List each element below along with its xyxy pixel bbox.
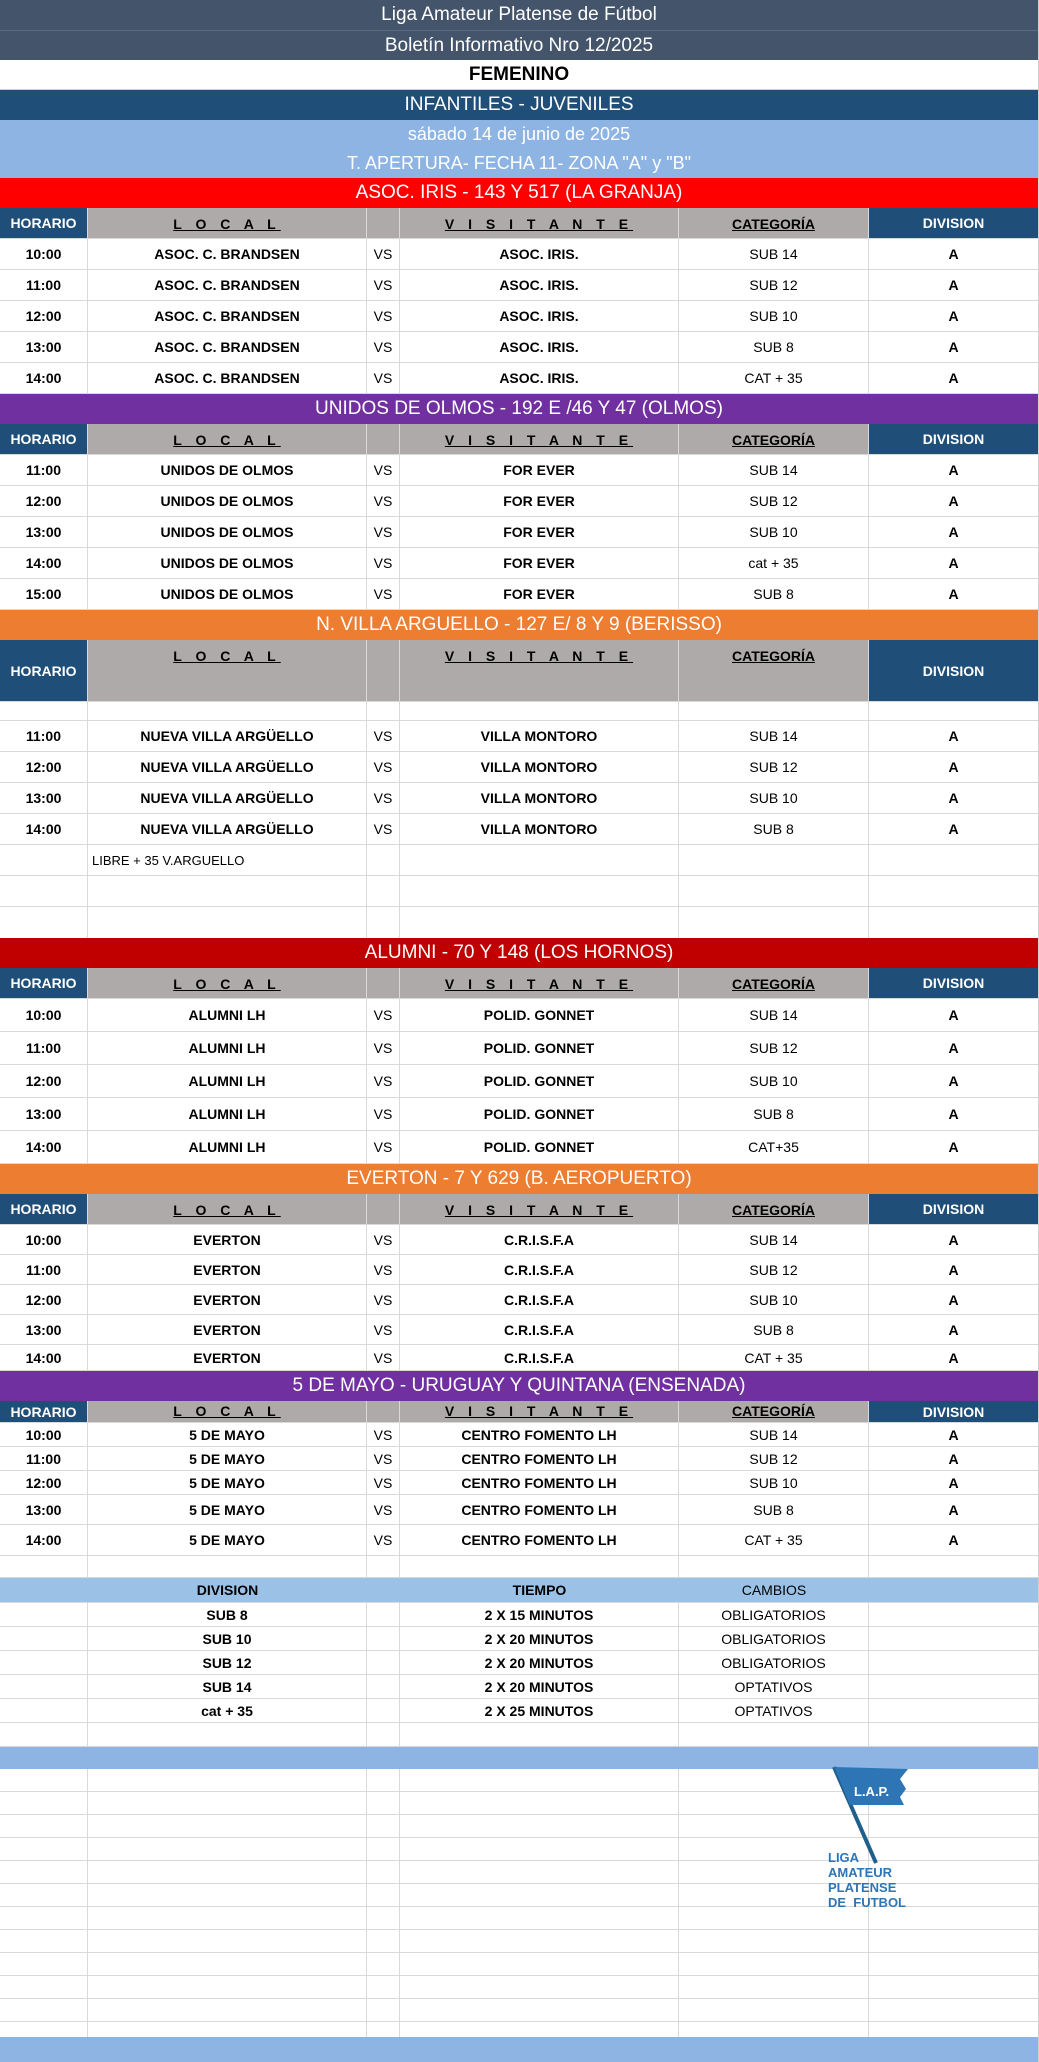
table-header	[0, 968, 1038, 999]
header-categoria: CATEGORÍA	[732, 432, 815, 448]
header-categoria: CATEGORÍA	[732, 216, 815, 232]
local-team: 5 DE MAYO	[88, 1495, 367, 1524]
header-local: L O C A L	[173, 976, 281, 992]
vs-label: VS	[367, 814, 400, 844]
match-category: SUB 12	[679, 752, 869, 782]
venue-heading: EVERTON - 7 Y 629 (B. AEROPUERTO)	[0, 1164, 1038, 1194]
local-team: UNIDOS DE OLMOS	[88, 486, 367, 516]
table-header	[0, 424, 1038, 455]
match-time: 12:00	[0, 486, 88, 516]
note-row	[0, 845, 1038, 876]
match-time: 11:00	[0, 1447, 88, 1470]
header-horario: HORARIO	[0, 424, 88, 454]
bye-note: LIBRE + 35 V.ARGUELLO	[88, 845, 367, 875]
table-row	[0, 999, 1038, 1032]
spacer-row	[0, 1953, 1038, 1976]
local-team: EVERTON	[88, 1345, 367, 1370]
table-row	[0, 486, 1038, 517]
match-category: SUB 10	[679, 783, 869, 813]
visitor-team: POLID. GONNET	[400, 1032, 679, 1064]
summary-cambios: OBLIGATORIOS	[679, 1603, 869, 1626]
match-time: 11:00	[0, 455, 88, 485]
match-time: 13:00	[0, 1315, 88, 1344]
table-row	[0, 1525, 1038, 1556]
summary-tiempo: 2 X 25 MINUTOS	[400, 1699, 679, 1722]
header-local: L O C A L	[173, 1403, 281, 1419]
vs-label: VS	[367, 1285, 400, 1314]
match-time: 10:00	[0, 239, 88, 269]
vs-label: VS	[367, 721, 400, 751]
header-visitante: V I S I T A N T E	[444, 1403, 634, 1419]
match-category: SUB 8	[679, 814, 869, 844]
visitor-team: FOR EVER	[400, 455, 679, 485]
visitor-team: C.R.I.S.F.A	[400, 1315, 679, 1344]
vs-label: VS	[367, 239, 400, 269]
summary-cambios: OPTATIVOS	[679, 1699, 869, 1722]
match-category: SUB 12	[679, 1447, 869, 1470]
spacer-row	[0, 876, 1038, 907]
match-category: SUB 14	[679, 999, 869, 1031]
match-time: 13:00	[0, 1098, 88, 1130]
match-time: 12:00	[0, 1471, 88, 1494]
header-division: DIVISION	[869, 208, 1038, 238]
match-division: A	[948, 493, 959, 509]
visitor-team: CENTRO FOMENTO LH	[400, 1471, 679, 1494]
footer-band	[0, 2037, 1038, 2062]
match-category: CAT + 35	[679, 1345, 869, 1370]
header-categoria: CATEGORÍA	[732, 1202, 815, 1218]
summary-row	[0, 1627, 1038, 1651]
vs-label: VS	[367, 363, 400, 393]
header-division: DIVISION	[869, 424, 1038, 454]
visitor-team: VILLA MONTORO	[400, 721, 679, 751]
match-division: A	[948, 1426, 959, 1443]
table-row	[0, 1471, 1038, 1495]
venue-heading: N. VILLA ARGUELLO - 127 E/ 8 Y 9 (BERISSO)	[0, 610, 1038, 640]
match-time: 14:00	[0, 548, 88, 578]
match-time: 14:00	[0, 363, 88, 393]
header-division: DIVISION	[869, 640, 1038, 701]
match-category: SUB 8	[679, 332, 869, 362]
match-division: A	[948, 277, 959, 293]
match-time: 11:00	[0, 270, 88, 300]
match-category: SUB 12	[679, 486, 869, 516]
summary-row	[0, 1651, 1038, 1675]
local-team: ASOC. C. BRANDSEN	[88, 301, 367, 331]
visitor-team: CENTRO FOMENTO LH	[400, 1423, 679, 1446]
summary-tiempo: 2 X 20 MINUTOS	[400, 1675, 679, 1698]
table-row	[0, 301, 1038, 332]
match-division: A	[948, 759, 959, 775]
logo-line: DE FUTBOL	[828, 1895, 906, 1910]
match-time: 13:00	[0, 783, 88, 813]
visitor-team: ASOC. IRIS.	[400, 363, 679, 393]
vs-label: VS	[367, 1447, 400, 1470]
match-division: A	[948, 462, 959, 478]
vs-label: VS	[367, 999, 400, 1031]
table-row	[0, 1098, 1038, 1131]
logo-line: AMATEUR	[828, 1865, 893, 1880]
summary-row	[0, 1603, 1038, 1627]
visitor-team: FOR EVER	[400, 517, 679, 547]
table-header	[0, 1194, 1038, 1225]
match-category: SUB 10	[679, 1471, 869, 1494]
vs-label: VS	[367, 517, 400, 547]
visitor-team: VILLA MONTORO	[400, 783, 679, 813]
table-row	[0, 752, 1038, 783]
match-division: A	[948, 1231, 959, 1248]
category-heading: FEMENINO	[0, 60, 1038, 90]
vs-label: VS	[367, 1315, 400, 1344]
local-team: NUEVA VILLA ARGÜELLO	[88, 752, 367, 782]
match-category: SUB 12	[679, 1255, 869, 1284]
local-team: NUEVA VILLA ARGÜELLO	[88, 783, 367, 813]
header-horario: HORARIO	[0, 968, 88, 998]
vs-label: VS	[367, 332, 400, 362]
venue-heading: 5 DE MAYO - URUGUAY Y QUINTANA (ENSENADA)	[0, 1371, 1038, 1401]
match-division: A	[948, 1474, 959, 1491]
match-division: A	[948, 1139, 959, 1155]
local-team: EVERTON	[88, 1225, 367, 1254]
table-row	[0, 1423, 1038, 1447]
match-division: A	[948, 555, 959, 571]
flag-text: L.A.P.	[854, 1784, 890, 1799]
visitor-team: VILLA MONTORO	[400, 814, 679, 844]
spacer-row	[0, 1999, 1038, 2022]
match-category: SUB 8	[679, 1495, 869, 1524]
vs-label: VS	[367, 1032, 400, 1064]
venue-heading: UNIDOS DE OLMOS - 192 E /46 Y 47 (OLMOS)	[0, 394, 1038, 424]
spacer-row	[0, 2022, 1038, 2037]
header-horario: HORARIO	[0, 1401, 88, 1422]
match-time: 15:00	[0, 579, 88, 609]
spacer-row	[0, 1976, 1038, 1999]
local-team: UNIDOS DE OLMOS	[88, 517, 367, 547]
table-row	[0, 814, 1038, 845]
header-categoria: CATEGORÍA	[732, 648, 815, 664]
logo-line: LIGA	[828, 1850, 860, 1865]
match-time: 11:00	[0, 1032, 88, 1064]
header-local: L O C A L	[173, 648, 281, 664]
local-team: ASOC. C. BRANDSEN	[88, 239, 367, 269]
match-division: A	[948, 246, 959, 262]
match-category: SUB 14	[679, 455, 869, 485]
match-division: A	[948, 1007, 959, 1023]
table-row	[0, 1315, 1038, 1345]
header-local: L O C A L	[173, 216, 281, 232]
visitor-team: FOR EVER	[400, 486, 679, 516]
table-row	[0, 579, 1038, 610]
header-visitante: V I S I T A N T E	[444, 1202, 634, 1218]
match-time: 13:00	[0, 332, 88, 362]
venue-heading: ALUMNI - 70 Y 148 (LOS HORNOS)	[0, 938, 1038, 968]
visitor-team: C.R.I.S.F.A	[400, 1225, 679, 1254]
visitor-team: C.R.I.S.F.A	[400, 1255, 679, 1284]
match-time: 14:00	[0, 1345, 88, 1370]
local-team: 5 DE MAYO	[88, 1447, 367, 1470]
summary-cambios: OPTATIVOS	[679, 1675, 869, 1698]
match-time: 13:00	[0, 1495, 88, 1524]
summary-division: cat + 35	[88, 1699, 367, 1722]
match-division: A	[948, 821, 959, 837]
local-team: NUEVA VILLA ARGÜELLO	[88, 721, 367, 751]
match-division: A	[948, 1349, 959, 1366]
table-row	[0, 517, 1038, 548]
match-category: SUB 12	[679, 270, 869, 300]
match-category: SUB 8	[679, 579, 869, 609]
bulletin-title: Liga Amateur Platense de Fútbol	[0, 0, 1038, 30]
vs-label: VS	[367, 1131, 400, 1163]
match-category: SUB 8	[679, 1315, 869, 1344]
table-header	[0, 640, 1038, 702]
match-division: A	[948, 308, 959, 324]
vs-label: VS	[367, 1098, 400, 1130]
header-local: L O C A L	[173, 1202, 281, 1218]
table-row	[0, 270, 1038, 301]
match-division: A	[948, 370, 959, 386]
header-division: DIVISION	[869, 1401, 1038, 1422]
table-row	[0, 1225, 1038, 1255]
spacer-row	[0, 1556, 1038, 1578]
vs-label: VS	[367, 579, 400, 609]
match-category: CAT+35	[679, 1131, 869, 1163]
header-local: L O C A L	[173, 432, 281, 448]
match-division: A	[948, 1501, 959, 1518]
match-division: A	[948, 1321, 959, 1338]
header-horario: HORARIO	[0, 1194, 88, 1224]
vs-label: VS	[367, 783, 400, 813]
header-categoria: CATEGORÍA	[732, 1403, 815, 1419]
match-division: A	[948, 1040, 959, 1056]
match-division: A	[948, 1106, 959, 1122]
match-time: 12:00	[0, 1065, 88, 1097]
table-header	[0, 1401, 1038, 1423]
local-team: EVERTON	[88, 1255, 367, 1284]
match-category: SUB 8	[679, 1098, 869, 1130]
match-division: A	[948, 1450, 959, 1467]
local-team: ALUMNI LH	[88, 1131, 367, 1163]
match-time: 14:00	[0, 1525, 88, 1555]
local-team: 5 DE MAYO	[88, 1471, 367, 1494]
local-team: UNIDOS DE OLMOS	[88, 455, 367, 485]
local-team: ASOC. C. BRANDSEN	[88, 332, 367, 362]
venue-heading: ASOC. IRIS - 143 Y 517 (LA GRANJA)	[0, 178, 1038, 208]
match-time: 14:00	[0, 1131, 88, 1163]
summary-row	[0, 1675, 1038, 1699]
vs-label: VS	[367, 1495, 400, 1524]
table-row	[0, 548, 1038, 579]
vs-label: VS	[367, 752, 400, 782]
match-time: 10:00	[0, 1423, 88, 1446]
tournament-round: T. APERTURA- FECHA 11- ZONA "A" y "B"	[0, 149, 1038, 178]
match-division: A	[948, 1532, 959, 1548]
match-division: A	[948, 339, 959, 355]
vs-label: VS	[367, 1345, 400, 1370]
vs-label: VS	[367, 1423, 400, 1446]
header-division: DIVISION	[869, 968, 1038, 998]
visitor-team: FOR EVER	[400, 579, 679, 609]
table-row	[0, 455, 1038, 486]
table-row	[0, 1285, 1038, 1315]
table-row	[0, 1032, 1038, 1065]
header-division: DIVISION	[869, 1194, 1038, 1224]
local-team: 5 DE MAYO	[88, 1525, 367, 1555]
summary-tiempo: 2 X 15 MINUTOS	[400, 1603, 679, 1626]
local-team: ASOC. C. BRANDSEN	[88, 363, 367, 393]
vs-label: VS	[367, 1471, 400, 1494]
visitor-team: POLID. GONNET	[400, 1131, 679, 1163]
table-row	[0, 363, 1038, 394]
local-team: ALUMNI LH	[88, 1098, 367, 1130]
visitor-team: CENTRO FOMENTO LH	[400, 1447, 679, 1470]
header-visitante: V I S I T A N T E	[444, 976, 634, 992]
local-team: ASOC. C. BRANDSEN	[88, 270, 367, 300]
vs-label: VS	[367, 1525, 400, 1555]
match-time: 10:00	[0, 1225, 88, 1254]
match-category: SUB 14	[679, 721, 869, 751]
visitor-team: ASOC. IRIS.	[400, 239, 679, 269]
visitor-team: FOR EVER	[400, 548, 679, 578]
local-team: NUEVA VILLA ARGÜELLO	[88, 814, 367, 844]
match-category: SUB 14	[679, 1423, 869, 1446]
logo-line: PLATENSE	[828, 1880, 897, 1895]
match-time: 11:00	[0, 721, 88, 751]
match-time: 12:00	[0, 301, 88, 331]
summary-division: SUB 14	[88, 1675, 367, 1698]
table-row	[0, 1131, 1038, 1164]
vs-label: VS	[367, 455, 400, 485]
local-team: ALUMNI LH	[88, 1032, 367, 1064]
summary-tiempo: 2 X 20 MINUTOS	[400, 1627, 679, 1650]
match-time: 12:00	[0, 752, 88, 782]
table-row	[0, 1495, 1038, 1525]
header-visitante: V I S I T A N T E	[444, 648, 634, 664]
header-visitante: V I S I T A N T E	[444, 216, 634, 232]
visitor-team: ASOC. IRIS.	[400, 332, 679, 362]
match-category: SUB 14	[679, 239, 869, 269]
summary-cambios: OBLIGATORIOS	[679, 1651, 869, 1674]
match-division: A	[948, 728, 959, 744]
header-categoria: CATEGORÍA	[732, 976, 815, 992]
visitor-team: C.R.I.S.F.A	[400, 1285, 679, 1314]
table-row	[0, 1447, 1038, 1471]
match-category: SUB 10	[679, 517, 869, 547]
bulletin-number: Boletín Informativo Nro 12/2025	[0, 30, 1038, 60]
summary-cambios: OBLIGATORIOS	[679, 1627, 869, 1650]
vs-label: VS	[367, 1225, 400, 1254]
section-heading: INFANTILES - JUVENILES	[0, 90, 1038, 120]
visitor-team: ASOC. IRIS.	[400, 301, 679, 331]
table-row	[0, 332, 1038, 363]
visitor-team: CENTRO FOMENTO LH	[400, 1525, 679, 1555]
match-time: 10:00	[0, 999, 88, 1031]
match-division: A	[948, 1073, 959, 1089]
spacer-row	[0, 907, 1038, 938]
table-row	[0, 721, 1038, 752]
match-category: SUB 12	[679, 1032, 869, 1064]
local-team: ALUMNI LH	[88, 1065, 367, 1097]
table-row	[0, 1345, 1038, 1371]
vs-label: VS	[367, 486, 400, 516]
table-row	[0, 239, 1038, 270]
summary-row	[0, 1699, 1038, 1723]
visitor-team: POLID. GONNET	[400, 999, 679, 1031]
vs-label: VS	[367, 270, 400, 300]
summary-header-tiempo: TIEMPO	[512, 1582, 567, 1598]
local-team: ALUMNI LH	[88, 999, 367, 1031]
match-category: SUB 10	[679, 1285, 869, 1314]
vs-label: VS	[367, 1255, 400, 1284]
match-category: SUB 10	[679, 301, 869, 331]
visitor-team: C.R.I.S.F.A	[400, 1345, 679, 1370]
spacer-row	[0, 1723, 1038, 1747]
match-division: A	[948, 790, 959, 806]
vs-label: VS	[367, 548, 400, 578]
summary-header-cambios: CAMBIOS	[741, 1582, 807, 1598]
local-team: UNIDOS DE OLMOS	[88, 548, 367, 578]
match-category: CAT + 35	[679, 1525, 869, 1555]
match-time: 13:00	[0, 517, 88, 547]
match-division: A	[948, 586, 959, 602]
summary-division: SUB 12	[88, 1651, 367, 1674]
visitor-team: ASOC. IRIS.	[400, 270, 679, 300]
summary-division: SUB 10	[88, 1627, 367, 1650]
summary-tiempo: 2 X 20 MINUTOS	[400, 1651, 679, 1674]
spacer-row	[0, 1930, 1038, 1953]
summary-header-division: DIVISION	[196, 1582, 259, 1598]
table-header	[0, 208, 1038, 239]
logo-wordmark	[828, 1850, 906, 1910]
local-team: EVERTON	[88, 1315, 367, 1344]
local-team: EVERTON	[88, 1285, 367, 1314]
visitor-team: VILLA MONTORO	[400, 752, 679, 782]
vs-label: VS	[367, 301, 400, 331]
match-time: 12:00	[0, 1285, 88, 1314]
header-horario: HORARIO	[0, 208, 88, 238]
match-category: CAT + 35	[679, 363, 869, 393]
header-visitante: V I S I T A N T E	[444, 432, 634, 448]
match-division: A	[948, 524, 959, 540]
table-row	[0, 1065, 1038, 1098]
spacer-row	[0, 702, 1038, 721]
match-category: SUB 14	[679, 1225, 869, 1254]
vs-label: VS	[367, 1065, 400, 1097]
match-time: 14:00	[0, 814, 88, 844]
match-time: 11:00	[0, 1255, 88, 1284]
table-row	[0, 1255, 1038, 1285]
visitor-team: POLID. GONNET	[400, 1098, 679, 1130]
match-division: A	[948, 1291, 959, 1308]
summary-header	[0, 1578, 1038, 1603]
match-category: SUB 10	[679, 1065, 869, 1097]
visitor-team: CENTRO FOMENTO LH	[400, 1495, 679, 1524]
match-date: sábado 14 de junio de 2025	[0, 120, 1038, 149]
header-horario: HORARIO	[0, 640, 88, 701]
visitor-team: POLID. GONNET	[400, 1065, 679, 1097]
table-row	[0, 783, 1038, 814]
match-division: A	[948, 1261, 959, 1278]
summary-division: SUB 8	[88, 1603, 367, 1626]
local-team: 5 DE MAYO	[88, 1423, 367, 1446]
local-team: UNIDOS DE OLMOS	[88, 579, 367, 609]
match-category: cat + 35	[679, 548, 869, 578]
